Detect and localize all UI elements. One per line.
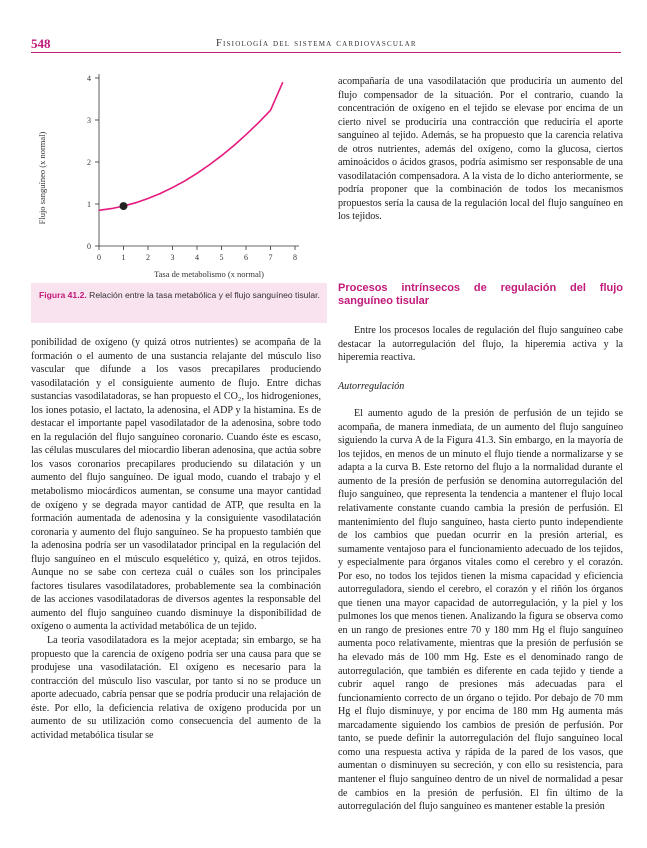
figure-41-2 (31, 66, 321, 281)
x-tick-label: 1 (121, 253, 126, 262)
x-tick-label: 8 (293, 253, 297, 262)
x-tick-label: 4 (195, 253, 199, 262)
x-tick-label: 2 (146, 253, 150, 262)
caption-text: Relación entre la tasa metabólica y el flujo sanguíneo tisular. (89, 290, 320, 300)
chart-axes (99, 74, 299, 246)
x-ticks (97, 246, 297, 262)
y-axis-label: Flujo sanguíneo (x normal) (37, 131, 47, 225)
metabolism-flow-chart (31, 66, 321, 281)
y-tick-label: 4 (87, 74, 91, 83)
figure-caption (39, 289, 321, 302)
y-tick-label: 2 (87, 158, 91, 167)
series-line-flujo (99, 82, 283, 210)
page-number: 548 (31, 36, 51, 51)
section-heading: Procesos intrínsecos de regulación del flujo sanguíneo tisular (338, 282, 623, 307)
x-tick-label: 6 (244, 253, 248, 262)
x-tick-label: 0 (97, 253, 101, 262)
left-column (31, 336, 321, 742)
paragraph: La teoría vasodilatadora es la mejor aceptada; sin embargo, se ha propuesto que la carencia de oxígeno podría ser una causa para que se produjese una vasodilatación. El oxígeno es necesario para la contracción del músculo liso vascular, por tanto si no se produce un aporte adecuado, cabría pensar que se podría producir una relajación de éste. Por ello, la deficiencia relativa de oxígeno producida por un aumento de su utilización como consecuencia del aumento de la actividad metabólica tisular se (31, 635, 321, 741)
subheading: Autorregulación (338, 380, 405, 392)
running-title: Fisiología del sistema cardiovascular (216, 38, 417, 49)
y-ticks (87, 74, 99, 251)
x-tick-label: 7 (268, 253, 273, 262)
y-tick-label: 3 (87, 116, 91, 125)
x-tick-label: 3 (170, 253, 175, 262)
header-rule (31, 52, 621, 53)
paragraph: ponibilidad de oxígeno (y quizá otros nutrientes) se acompaña de la formación o el aumento de una sustancia relajante del músculo liso vascular que difunde a los vasos precapilares produciendo vasodilatación y el consiguiente aumento de flujo. Entre dichas sustancias vasodilatadoras, se han propuesto el CO₂, los hidrogeniones, los iones potasio, el lactato, la adenosina, el ADP y la histamina. Es de destacar el importante papel vasodilatador de la adenosina, sobre todo en la regulación del flujo sanguíneo coronario. Cuando éste es escaso, las células musculares del miocardio liberan adenosina, que actúa sobre los vasos coronarios precapilares produciendo su dilatación y un aumento del flujo sanguíneo. De igual modo, cuando el trabajo y el metabolismo miocárdicos aumentan, se consume una mayor cantidad de oxígeno y se degrada mayor cantidad de ATP, que resulta en la formación aumentada de adenosina y la consiguiente vasodilatación coronaria y aumento del flujo sanguíneo. Se ha propuesto también que la adenosina podría ser un vasodilatador principal en la regulación del flujo sanguíneo en el músculo esquelético y, quizá, en otros tejidos. Aunque no se sabe con certeza cuál o cuáles son los principales factores tisulares vasodilatadores, probablemente sea la combinación de las acciones vasodilatadoras de diversos agentes la responsable del aumento del flujo sanguíneo cuando disminuye la disponibilidad de oxígeno o aumenta la actividad metabólica de un tejido. (31, 337, 321, 633)
figure-caption-box (31, 283, 327, 323)
x-axis-label: Tasa de metabolismo (x normal) (154, 269, 264, 279)
paragraph: acompañaría de una vasodilatación que produciría un aumento del flujo compensador de la situación. Por el contrario, cuando la concentración de oxígeno en el tejido se elevase por encima de un cierto nivel se produciría una contracción que reduciría el aporte sanguíneo al tejido. Además, se ha propuesto que la carencia relativa de otros nutrientes, además del oxígeno, como la glucosa, ciertos aminoácidos o ácidos grasos, podría asimismo ser responsable de una vasodilatación compensadora. A la vista de lo dicho anteriormente, se podría proponer que la combinación de todos los mecanismos propuestos sería la causa de la regulación local del flujo sanguíneo en los tejidos. (338, 76, 623, 223)
page-header (31, 36, 621, 56)
x-tick-label: 5 (219, 253, 224, 262)
paragraph: Entre los procesos locales de regulación del flujo sanguíneo cabe destacar la autorregulación del flujo, la hiperemia activa y la hiperemia reactiva. (338, 325, 623, 364)
right-column-bottom (338, 282, 623, 814)
y-tick-label: 1 (87, 200, 91, 209)
right-column-top (338, 75, 623, 224)
caption-label: Figura 41.2. (39, 290, 87, 300)
y-tick-label: 0 (87, 242, 91, 251)
paragraph: El aumento agudo de la presión de perfusión de un tejido se acompaña, de manera inmediata, de un aumento del flujo sanguíneo siguiendo la curva A de la Figura 41.3. Sin embargo, en la mayoría de los tejidos, en menos de un minuto el flujo tiende a normalizarse y se adapta a la curva B. Este retorno del flujo a la normalidad durante el aumento de la presión de perfusión se denomina autorregulación del flujo sanguíneo, que representa la tendencia a mantener el flujo local relativamente constante cuando cambia la presión de perfusión. El mantenimiento del flujo sanguíneo, hasta cierto punto independiente de los cambios que puedan ocurrir en la presión arterial, es sumamente ventajoso para el funcionamiento adecuado de los tejidos, y especialmente para órganos vitales como el cerebro y el corazón. Por eso, no todos los tejidos tienen la misma capacidad y eficiencia autorreguladora, siendo el cerebro, el corazón y el riñón los órganos que tienen una mayor capacidad de autorregulación, y la piel y los pulmones los que menos tienen. Analizando la figura se observa como en un rango de presiones entre 70 y 180 mm Hg el flujo sanguíneo aumenta poco relativamente, mientras que la presión de perfusión se ha elevado más de 100 mm Hg. Este es el denominado rango de autorregulación, que también es diferente en cada tejido y tiende a cubrir aquel rango de presiones más adecuadas para el funcionamiento correcto de un órgano o tejido. Por debajo de 70 mm Hg el flujo disminuye, y por encima de 180 mm Hg aumenta más marcadamente siguiendo los cambios de presión de perfusión. Por tanto, se puede definir la autorregulación del flujo sanguíneo local como una respuesta activa y rápida de la pared de los vasos, que aumentan o disminuyen su secreción, y con ello su resistencia, para mantener el flujo sanguíneo dentro de un nivel de normalidad a pesar de cambios en la presión de perfusión. El fin último de la autorregulación del flujo sanguíneo es mantener estable la presión (338, 408, 623, 813)
normal-point (120, 202, 128, 210)
